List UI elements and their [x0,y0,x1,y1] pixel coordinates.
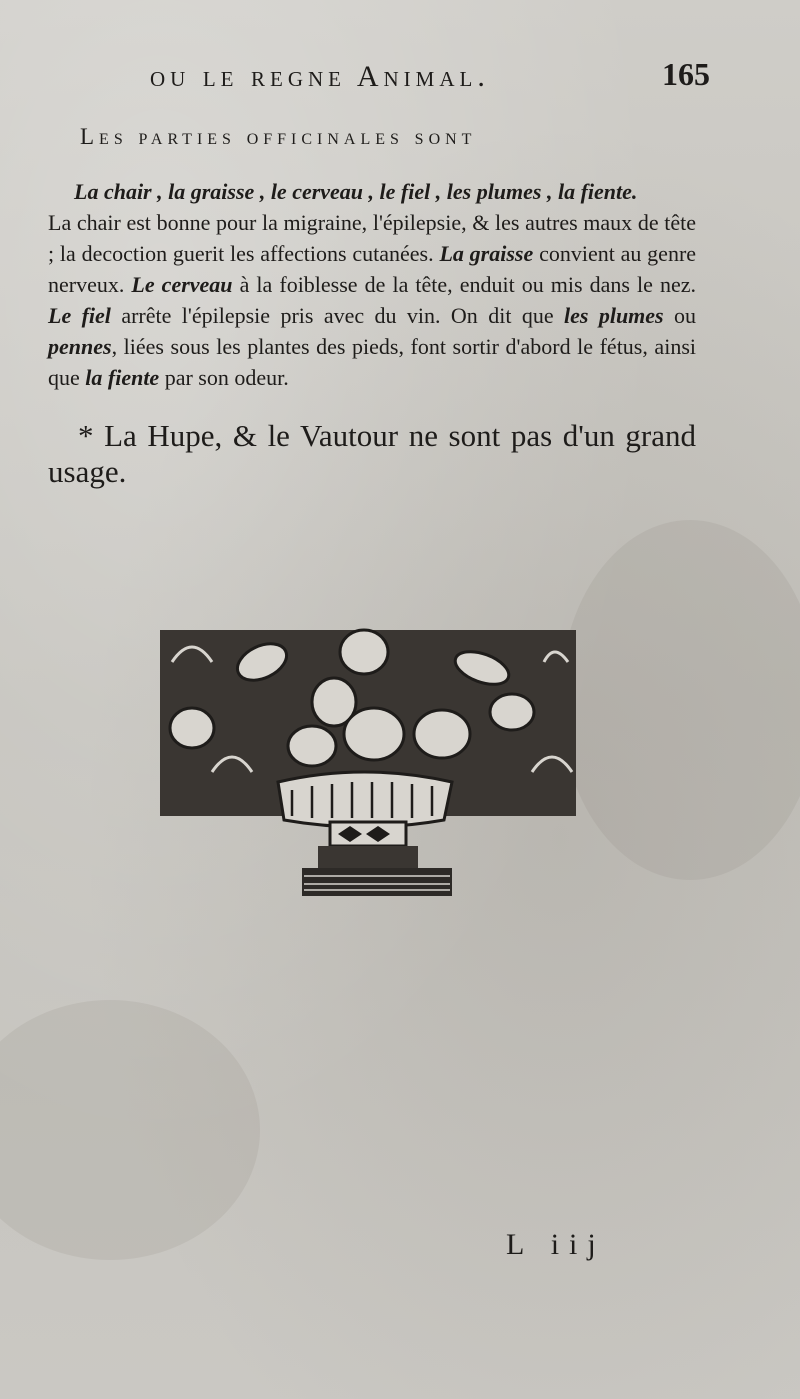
fruit-basket-woodcut-icon [152,622,584,900]
sentence: par son odeur. [164,365,289,390]
term: les plumes [564,303,664,328]
term: pennes [48,334,112,359]
sentence: à la foiblesse de la tête, enduit ou mis dans le nez. [239,272,697,297]
footnote: * La Hupe, & le Vautour ne sont pas d'un grand usage. [48,418,696,489]
running-head: ou le regne Animal. [150,60,490,93]
section-heading: Les parties officinales sont [80,124,477,149]
sentence: ou [674,303,697,328]
paper-stain [560,520,800,880]
lead-list: La chair , la graisse , le cerveau , le fiel , les plumes , la fiente. [74,179,638,204]
sentence: arrête l'épilepsie pris avec du vin. On dit que [121,303,554,328]
sentence: La chair est bonne pour la migraine, l'épilepsie, & les autres maux de tête ; la decoction guerit les affections cutanées. [48,210,696,266]
term: Le cerveau [131,272,233,297]
sentence: , liées sous les plantes des pieds, font sortir d'abord le fétus, ainsi que [48,334,696,390]
page-header [150,56,710,106]
paper-stain [0,1000,260,1260]
term: La graisse [439,241,534,266]
term: la fiente [85,365,160,390]
sentence: convient au genre nerveux. [48,241,697,297]
body-paragraph [48,176,696,393]
page-number: 165 [662,56,710,92]
term: Le fiel [48,303,111,328]
signature-mark: L iij [506,1228,606,1261]
